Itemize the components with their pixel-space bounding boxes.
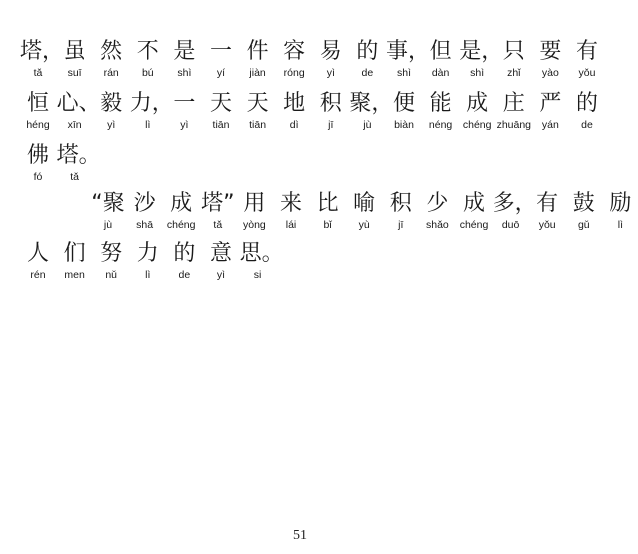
hanzi-character: 鼓 [572, 191, 595, 216]
character-cell [456, 190, 492, 232]
hanzi-character: 的 [173, 241, 196, 266]
pinyin-syllable: duō [501, 219, 520, 231]
character-cell [459, 38, 504, 80]
character-cell [423, 90, 459, 132]
pinyin-syllable: zhuāng [496, 119, 532, 131]
character-cell [566, 190, 602, 232]
character-cell [129, 90, 174, 132]
hanzi-character: 塔” [201, 191, 235, 216]
hanzi-character: 天 [246, 91, 269, 116]
character-cell [203, 38, 239, 80]
pinyin-syllable: si [253, 269, 262, 281]
page-number: 51 [293, 528, 307, 543]
character-cell [602, 190, 638, 232]
pinyin-syllable: tǎ [213, 219, 223, 231]
hanzi-character: 塔， [20, 39, 65, 64]
character-cell [532, 38, 568, 80]
hanzi-character: 聚， [349, 91, 394, 116]
character-cell [236, 190, 272, 232]
character-cell [569, 38, 605, 80]
character-cell [20, 38, 65, 80]
hanzi-character: 努 [100, 241, 123, 266]
character-cell [310, 190, 346, 232]
pinyin-syllable: héng [26, 119, 50, 131]
pinyin-syllable: bǐ [323, 219, 332, 231]
character-cell [386, 38, 431, 80]
hanzi-character: 意 [209, 241, 232, 266]
text-line [0, 240, 600, 284]
pinyin-syllable: fó [33, 171, 43, 183]
character-cell [496, 90, 532, 132]
hanzi-character: 心、 [56, 91, 101, 116]
pinyin-syllable: lì [145, 119, 151, 131]
pinyin-syllable: dì [289, 119, 299, 131]
character-cell [20, 142, 56, 184]
hanzi-character: 虽 [63, 39, 86, 64]
hanzi-character: 塔。 [56, 143, 101, 168]
hanzi-character: “聚 [91, 191, 125, 216]
character-cell [240, 38, 276, 80]
hanzi-character: 多， [492, 191, 537, 216]
hanzi-character: 件 [246, 39, 269, 64]
hanzi-character: 思。 [239, 241, 284, 266]
hanzi-character: 是， [459, 39, 504, 64]
character-cell [240, 90, 276, 132]
hanzi-character: 成 [466, 91, 489, 116]
character-cell [20, 90, 56, 132]
pinyin-syllable: shǎo [426, 219, 449, 231]
character-cell [496, 38, 532, 80]
character-cell [163, 190, 199, 232]
pinyin-syllable: tiān [249, 119, 267, 131]
character-cell [423, 38, 459, 80]
character-cell [56, 142, 101, 184]
pinyin-syllable: jiàn [249, 67, 266, 79]
hanzi-character: 积 [389, 191, 412, 216]
hanzi-character: 事， [386, 39, 431, 64]
hanzi-character: 积 [319, 91, 342, 116]
character-cell [276, 38, 312, 80]
character-cell [383, 190, 419, 232]
character-cell [529, 190, 565, 232]
hanzi-character: 毅 [100, 91, 123, 116]
pinyin-syllable: jù [103, 219, 113, 231]
pinyin-syllable: dàn [431, 67, 450, 79]
pinyin-syllable: chéng [462, 119, 492, 131]
character-cell [203, 90, 239, 132]
pinyin-syllable: róng [283, 67, 305, 79]
hanzi-character: 的 [356, 39, 379, 64]
pinyin-syllable: biàn [394, 119, 414, 131]
character-cell [349, 90, 394, 132]
pinyin-syllable: chéng [459, 219, 489, 231]
hanzi-character: 便 [392, 91, 415, 116]
pinyin-syllable: lì [617, 219, 624, 231]
character-cell [166, 90, 202, 132]
character-cell [56, 90, 101, 132]
pinyin-syllable: yì [180, 119, 189, 131]
text-line [0, 38, 600, 82]
pinyin-syllable: yù [358, 219, 370, 231]
character-cell [203, 240, 239, 282]
pinyin-syllable: jù [363, 119, 372, 131]
character-cell [386, 90, 422, 132]
hanzi-character: 严 [539, 91, 562, 116]
hanzi-character: 沙 [133, 191, 156, 216]
hanzi-character: 容 [283, 39, 306, 64]
hanzi-character: 比 [316, 191, 339, 216]
pinyin-syllable: lì [145, 269, 151, 281]
pinyin-syllable: yì [107, 119, 116, 131]
character-cell [57, 240, 93, 282]
character-cell [130, 38, 166, 80]
hanzi-character: 只 [502, 39, 525, 64]
character-cell [349, 38, 385, 80]
hanzi-character: 不 [136, 39, 159, 64]
hanzi-character: 恒 [26, 91, 49, 116]
pinyin-syllable: nǔ [105, 269, 118, 281]
hanzi-character: 力 [136, 241, 159, 266]
hanzi-character: 的 [575, 91, 598, 116]
pinyin-syllable: jī [398, 219, 404, 231]
hanzi-character: 然 [100, 39, 123, 64]
hanzi-character: 要 [539, 39, 562, 64]
hanzi-character: 但 [429, 39, 452, 64]
character-cell [419, 190, 455, 232]
text-line [0, 142, 600, 186]
pinyin-syllable: yì [326, 67, 335, 79]
pinyin-syllable: tiān [212, 119, 230, 131]
character-cell [273, 190, 309, 232]
hanzi-character: 一 [209, 39, 232, 64]
hanzi-character: 们 [63, 241, 86, 266]
character-cell [20, 240, 56, 282]
pinyin-syllable: lái [285, 219, 297, 231]
character-cell [93, 90, 129, 132]
pinyin-syllable: tǎ [70, 171, 79, 183]
hanzi-character: 庄 [502, 91, 525, 116]
pinyin-syllable: yào [541, 67, 559, 79]
pinyin-syllable: chéng [166, 219, 196, 231]
character-cell [166, 240, 202, 282]
character-cell [200, 190, 236, 232]
character-cell [93, 38, 129, 80]
character-cell [239, 240, 284, 282]
hanzi-character: 有 [536, 191, 559, 216]
hanzi-character: 来 [279, 191, 302, 216]
hanzi-character: 用 [243, 191, 266, 216]
character-cell [166, 38, 202, 80]
hanzi-character: 佛 [26, 143, 49, 168]
pinyin-syllable: bú [141, 67, 154, 79]
character-cell [459, 90, 495, 132]
hanzi-character: 地 [283, 91, 306, 116]
pinyin-syllable: shì [470, 67, 485, 79]
character-cell [93, 240, 129, 282]
hanzi-character: 是 [173, 39, 196, 64]
hanzi-character: 有 [575, 39, 598, 64]
character-cell [569, 90, 605, 132]
pinyin-syllable: tǎ [33, 67, 43, 79]
character-cell [532, 90, 568, 132]
hanzi-character: 成 [462, 191, 485, 216]
pinyin-syllable: yì [216, 269, 226, 281]
hanzi-character: 天 [209, 91, 232, 116]
pinyin-syllable: shì [177, 67, 192, 79]
hanzi-character: 易 [319, 39, 342, 64]
text-line [0, 190, 632, 234]
pinyin-syllable: yí [216, 67, 226, 79]
pinyin-syllable: xīn [67, 119, 82, 131]
character-cell [57, 38, 93, 80]
pinyin-syllable: yǒu [578, 67, 596, 79]
hanzi-character: 喻 [353, 191, 376, 216]
pinyin-syllable: rén [30, 269, 46, 281]
character-cell [492, 190, 537, 232]
pinyin-syllable: gǔ [577, 219, 590, 231]
pinyin-syllable: shì [396, 67, 411, 79]
pinyin-syllable: de [581, 119, 593, 131]
pinyin-syllable: yǒu [538, 219, 556, 231]
character-cell [313, 90, 349, 132]
text-line [0, 90, 600, 134]
pinyin-syllable: yòng [243, 219, 266, 231]
hanzi-character: 励 [609, 191, 632, 216]
hanzi-character: 少 [426, 191, 449, 216]
pinyin-syllable: jī [328, 119, 334, 131]
hanzi-character: 成 [170, 191, 193, 216]
pinyin-syllable: zhǐ [507, 67, 521, 79]
hanzi-character: 力， [129, 91, 174, 116]
hanzi-character: 人 [26, 241, 49, 266]
pinyin-syllable: suī [67, 67, 82, 79]
pinyin-syllable: néng [428, 119, 453, 131]
pinyin-syllable: de [178, 269, 191, 281]
character-cell [130, 240, 166, 282]
pinyin-syllable: yán [541, 119, 559, 131]
character-cell [90, 190, 126, 232]
character-cell [313, 38, 349, 80]
pinyin-syllable: shā [136, 219, 154, 231]
hanzi-character: 能 [429, 91, 452, 116]
hanzi-character: 一 [173, 91, 196, 116]
character-cell [276, 90, 312, 132]
pinyin-syllable: de [361, 67, 374, 79]
character-cell [127, 190, 163, 232]
pinyin-syllable: men [64, 269, 85, 281]
character-cell [346, 190, 382, 232]
pinyin-syllable: rán [103, 67, 119, 79]
